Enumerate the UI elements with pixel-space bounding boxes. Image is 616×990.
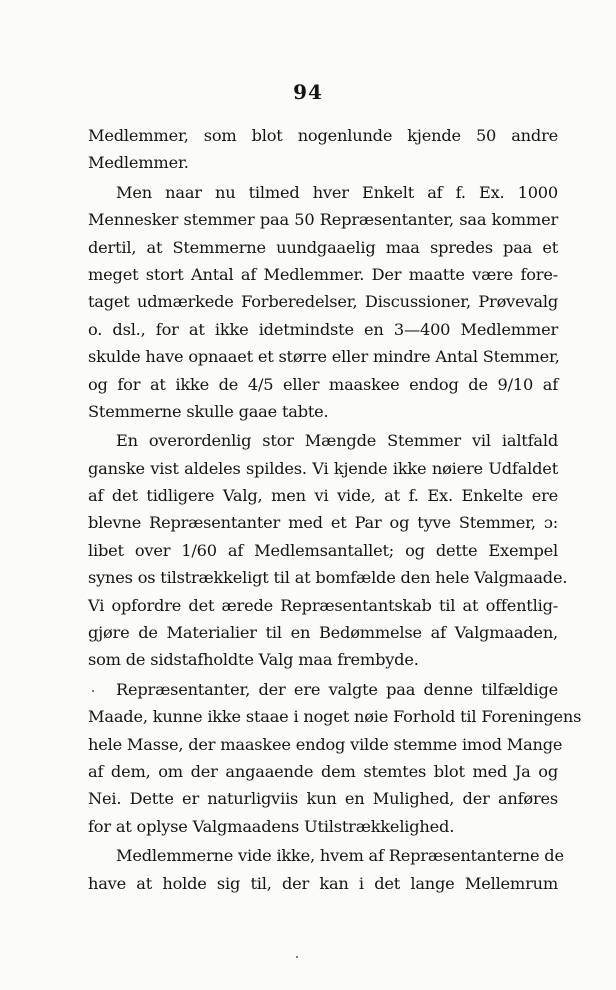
text-line: taget udmærkede Forberedelser, Discussioner, Prøvevalg	[88, 292, 558, 312]
text-line: Medlemmer, som blot nogenlunde kjende 50 andre	[88, 126, 558, 145]
text-line: som de sidstafholdte Valg maa frembyde.	[88, 650, 419, 670]
text-line: Maade, kunne ikke staae i noget nøie Forhold til Foreningens	[88, 707, 582, 727]
text-line: gjøre de Materialier til en Bedømmelse af Valgmaaden,	[88, 623, 558, 643]
text-line: libet over 1/60 af Medlemsantallet; og dette Exempel	[88, 540, 558, 560]
print-speck	[296, 956, 298, 958]
text-line: skulde have opnaaet et større eller mindre Antal Stemmer,	[88, 347, 560, 367]
print-speck	[92, 690, 94, 692]
text-line: Men naar nu tilmed hver Enkelt af f. Ex. 1000	[116, 182, 558, 202]
text-line: En overordenlig stor Mængde Stemmer vil ialtfald	[116, 431, 558, 451]
text-line: for at oplyse Valgmaadens Utilstrækkelighed.	[88, 816, 455, 836]
text-line: Nei. Dette er naturligviis kun en Mulighed, der anføres	[88, 789, 558, 809]
text-line: blevne Repræsentanter med et Par og tyve Stemmer, ɔ:	[88, 513, 558, 533]
text-line: Stemmerne skulle gaae tabte.	[88, 401, 329, 421]
text-line: Medlemmerne vide ikke, hvem af Repræsentanterne de	[116, 846, 564, 866]
text-line: synes os tilstrækkeligt til at bomfælde den hele Valgmaade.	[88, 568, 568, 588]
text-line: Vi opfordre det ærede Repræsentantskab til at offentlig-	[88, 595, 558, 615]
text-line: have at holde sig til, der kan i det lange Mellemrum	[88, 873, 558, 893]
text-line: Repræsentanter, der ere valgte paa denne tilfældige	[116, 679, 558, 699]
text-line: hele Masse, der maaskee endog vilde stemme imod Mange	[88, 734, 563, 754]
text-line: Medlemmer.	[88, 153, 189, 173]
text-line: dertil, at Stemmerne uundgaaelig maa spredes paa et	[88, 237, 558, 257]
text-line: af dem, om der angaaende dem stemtes blot med Ja og	[88, 761, 558, 781]
text-line: meget stort Antal af Medlemmer. Der maatte være fore-	[88, 264, 558, 284]
body-text	[88, 122, 582, 897]
text-line: o. dsl., for at ikke idetmindste en 3—400 Medlemmer	[88, 319, 558, 339]
text-line: ganske vist aldeles spildes. Vi kjende ikke nøiere Udfaldet	[88, 458, 558, 478]
page-number: 94	[293, 80, 323, 104]
text-line: og for at ikke de 4/5 eller maaskee endog de 9/10 af	[88, 374, 558, 394]
text-line: Mennesker stemmer paa 50 Repræsentanter, saa kommer	[88, 210, 558, 230]
text-line: af det tidligere Valg, men vi vide, at f. Ex. Enkelte ere	[88, 486, 558, 506]
